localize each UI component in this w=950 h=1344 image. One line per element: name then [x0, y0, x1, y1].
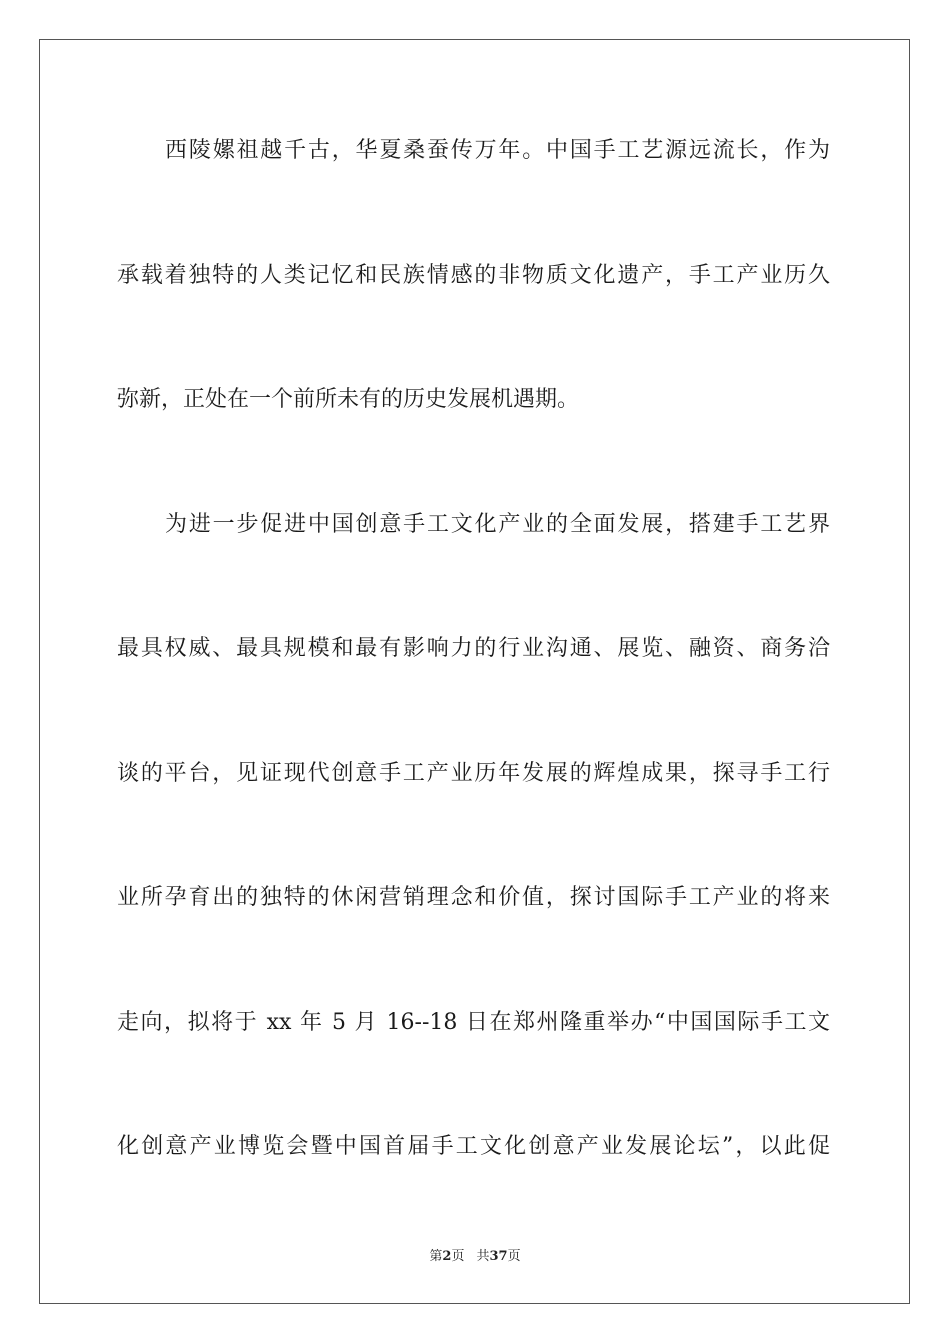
paragraph-2-line-4: 业所孕育出的独特的休闲营销理念和价值，探讨国际手工产业的将来	[117, 885, 830, 910]
paragraph-1-line-3: 弥新，正处在一个前所未有的历史发展机遇期。	[117, 387, 580, 412]
page-number: 2	[442, 1249, 452, 1264]
paragraph-2-line-6: 化创意产业博览会暨中国首届手工文化创意产业发展论坛”，以此促	[117, 1134, 830, 1159]
page-prefix: 第	[429, 1249, 443, 1264]
total-suffix: 页	[507, 1249, 521, 1264]
paragraph-2-line-5: 走向，拟将于 xx 年 5 月 16--18 日在郑州隆重举办“中国国际手工文	[117, 1010, 830, 1035]
paragraph-1-line-1: 西陵嫘祖越千古，华夏桑蚕传万年。中国手工艺源远流长，作为	[165, 138, 830, 163]
paragraph-2-line-2: 最具权威、最具规模和最有影响力的行业沟通、展览、融资、商务洽	[117, 636, 830, 661]
page-suffix: 页	[451, 1249, 465, 1264]
paragraph-2-line-1: 为进一步促进中国创意手工文化产业的全面发展，搭建手工艺界	[165, 512, 830, 537]
total-pages: 37	[489, 1249, 508, 1264]
paragraph-2-line-3: 谈的平台，见证现代创意手工产业历年发展的辉煌成果，探寻手工行	[117, 761, 830, 786]
page-border	[39, 39, 910, 1304]
page-footer	[0, 1248, 950, 1266]
total-prefix: 共	[476, 1249, 490, 1264]
paragraph-1-line-2: 承载着独特的人类记忆和民族情感的非物质文化遗产，手工产业历久	[117, 263, 830, 288]
